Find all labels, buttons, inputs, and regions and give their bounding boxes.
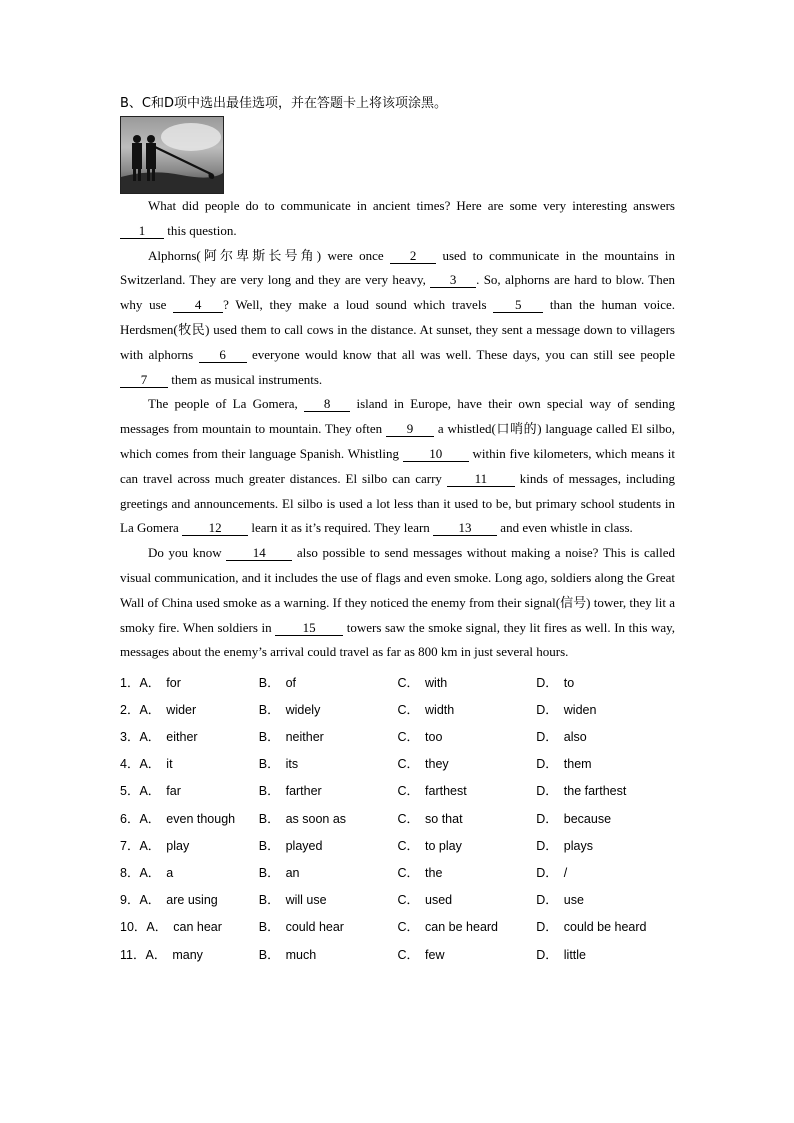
option-text: because (563, 811, 612, 826)
option-text: so that (425, 811, 463, 826)
option-letter: D． (536, 920, 558, 935)
option-letter: D． (536, 811, 558, 826)
option-text: play (166, 838, 190, 853)
option-b[interactable] (259, 809, 398, 827)
passage-text: ? Well, they make a loud sound which travels (223, 297, 487, 313)
option-a[interactable] (120, 863, 259, 881)
option-letter: A． (139, 893, 161, 908)
option-text: with (425, 675, 448, 690)
passage-text: within five kilometers, which means it can travel across much greater distances. El silbo can carry (120, 445, 676, 486)
blank-10: 10 (403, 447, 469, 462)
alphorn-photo (120, 116, 224, 194)
option-text: many (172, 947, 203, 962)
option-row-1 (120, 668, 675, 695)
option-letter: D． (536, 730, 558, 745)
option-letter: D． (536, 838, 558, 853)
option-text: plays (563, 838, 593, 853)
option-letter: A． (146, 920, 168, 935)
option-row-3 (120, 723, 675, 750)
question-number: 3． (120, 730, 140, 745)
option-c[interactable] (398, 727, 537, 745)
passage-paragraph-4 (120, 541, 675, 665)
option-c[interactable] (398, 809, 537, 827)
option-letter: D． (536, 784, 558, 799)
option-b[interactable] (259, 700, 398, 718)
option-a[interactable] (120, 673, 259, 691)
option-letter: D． (536, 702, 558, 717)
option-a[interactable] (120, 781, 259, 799)
option-a[interactable] (120, 727, 259, 745)
options-list (120, 668, 675, 967)
option-text: far (166, 784, 181, 799)
passage-text: this question. (167, 222, 237, 238)
option-text: will use (285, 893, 327, 908)
option-text: farthest (425, 784, 467, 799)
option-letter: B． (258, 730, 280, 745)
option-letter: A． (139, 838, 161, 853)
option-text: use (563, 893, 584, 908)
passage-text: What did people do to communicate in ancient times? Here are some very interesting answers (148, 198, 675, 213)
passage-text: kinds of messages, including greetings and announcements. El silbo is used a lot less than it used to be, but primary school students in La Gomera (120, 470, 676, 536)
worksheet-page (120, 94, 675, 967)
blank-12: 12 (182, 521, 248, 536)
blank-11: 11 (447, 472, 515, 487)
option-letter: D． (536, 893, 558, 908)
question-number: 4． (120, 757, 140, 772)
option-a[interactable] (120, 890, 259, 908)
option-text: are using (166, 893, 218, 908)
option-c[interactable] (398, 836, 537, 854)
option-letter: B． (258, 866, 280, 881)
option-letter: A． (139, 730, 161, 745)
question-number: 9． (120, 893, 140, 908)
option-letter: C． (397, 784, 420, 799)
option-a[interactable] (120, 700, 259, 718)
option-text: used (425, 893, 453, 908)
option-letter: C． (397, 811, 420, 826)
option-text: wider (166, 702, 197, 717)
passage-text: everyone would know that all was well. These days, you can still see people (251, 346, 676, 362)
option-letter: A． (139, 784, 161, 799)
passage-text: towers saw the smoke signal, they lit fires as well. In this way, messages about the enemy’s arrival could travel as far as 800 km in just several hours. (120, 619, 676, 660)
option-text: an (285, 866, 300, 881)
option-b[interactable] (259, 917, 398, 935)
option-c[interactable] (398, 917, 537, 935)
option-letter: A． (139, 811, 161, 826)
option-a[interactable] (120, 836, 259, 854)
question-number: 7． (120, 838, 140, 853)
option-d[interactable] (536, 673, 675, 691)
option-text: the farthest (563, 784, 627, 799)
option-d[interactable] (536, 781, 675, 799)
option-row-5 (120, 777, 675, 804)
instruction-line: B、C和D项中选出最佳选项，并在答题卡上将该项涂黑。 (120, 96, 448, 111)
option-d[interactable] (536, 863, 675, 881)
question-number: 6． (120, 811, 140, 826)
option-text: they (425, 757, 449, 772)
passage-text: a whistled(口哨的) language called El silbo, which comes from their language Spanish. Whistling (120, 421, 675, 461)
option-text: either (166, 730, 198, 745)
blank-1: 1 (120, 224, 164, 239)
passage-text: and even whistle in class. (500, 520, 633, 536)
option-letter: C． (397, 893, 420, 908)
passage-text: learn it as it’s required. They learn (251, 520, 430, 536)
option-letter: A． (145, 947, 167, 962)
option-text: widely (285, 702, 321, 717)
option-b[interactable] (259, 673, 398, 691)
option-letter: B． (258, 920, 280, 935)
option-letter: B． (258, 702, 280, 717)
option-d[interactable] (536, 890, 675, 908)
option-row-9 (120, 886, 675, 913)
option-text: little (563, 947, 587, 962)
passage-text: Alphorns(阿尔卑斯长号角) were once (148, 247, 384, 263)
passage-text: . So, alphorns are hard to blow. Then why use (120, 272, 676, 313)
option-text: to play (425, 838, 462, 853)
blank-6: 6 (199, 348, 247, 363)
blank-13: 13 (433, 521, 497, 536)
option-b[interactable] (259, 727, 398, 745)
option-d[interactable] (536, 917, 675, 935)
option-text: them (563, 757, 592, 772)
option-letter: C． (397, 838, 420, 853)
option-d[interactable] (536, 727, 675, 745)
option-text: neither (285, 730, 324, 745)
option-text: width (425, 702, 455, 717)
option-letter: A． (139, 675, 161, 690)
option-letter: D． (536, 947, 558, 962)
option-c[interactable] (398, 890, 537, 908)
option-text: widen (563, 702, 597, 717)
option-d[interactable] (536, 836, 675, 854)
blank-4: 4 (173, 298, 223, 313)
blank-9: 9 (386, 422, 434, 437)
option-d[interactable] (536, 945, 675, 963)
question-number: 11． (120, 947, 146, 962)
blank-8: 8 (304, 397, 350, 412)
option-letter: C． (397, 947, 420, 962)
option-text: to (563, 675, 575, 690)
passage-text: also possible to send messages without making a noise? This is called visual communication, and it includes the use of flags and even smoke. Long ago, soldiers along the Great Wall of China used smoke as a warning. If they noticed the enemy from their signal(信号) tower, they lit a smoky fire. When soldiers in (120, 545, 675, 635)
option-d[interactable] (536, 809, 675, 827)
option-d[interactable] (536, 700, 675, 718)
blank-3: 3 (430, 273, 476, 288)
option-b[interactable] (259, 890, 398, 908)
option-letter: C． (397, 675, 420, 690)
option-text: the (425, 866, 443, 881)
option-b[interactable] (259, 781, 398, 799)
option-letter: C． (397, 702, 420, 717)
passage-paragraph-1 (120, 194, 675, 244)
option-c[interactable] (398, 673, 537, 691)
option-row-6 (120, 804, 675, 831)
option-text: too (425, 730, 443, 745)
option-row-7 (120, 831, 675, 858)
passage-text: them as musical instruments. (171, 371, 323, 387)
passage-text: island in Europe, have their own special way of sending messages from mountain to mountain. They often (120, 396, 676, 437)
option-a[interactable] (120, 809, 259, 827)
blank-5: 5 (493, 298, 543, 313)
option-letter: B． (258, 947, 280, 962)
option-c[interactable] (398, 945, 537, 963)
option-b[interactable] (259, 863, 398, 881)
option-c[interactable] (398, 863, 537, 881)
option-text: played (285, 838, 323, 853)
option-text: it (166, 757, 173, 772)
question-number: 1． (120, 675, 140, 690)
question-number: 10． (120, 920, 147, 935)
option-letter: C． (397, 730, 420, 745)
passage-text: The people of La Gomera, (148, 396, 298, 412)
option-a[interactable] (120, 917, 259, 935)
question-number: 8． (120, 866, 140, 881)
option-text: few (425, 947, 445, 962)
passage-paragraph-2 (120, 244, 675, 393)
blank-15: 15 (275, 621, 343, 636)
option-row-4 (120, 750, 675, 777)
option-c[interactable] (398, 754, 537, 772)
option-letter: D． (536, 675, 558, 690)
option-text: can be heard (425, 920, 499, 935)
option-text: farther (285, 784, 322, 799)
blank-2: 2 (390, 249, 436, 264)
option-c[interactable] (398, 781, 537, 799)
passage-paragraph-3 (120, 392, 675, 541)
option-text: can hear (173, 920, 222, 935)
option-d[interactable] (536, 754, 675, 772)
alphorn-silhouette (121, 117, 223, 193)
option-row-11 (120, 940, 675, 967)
option-letter: C． (397, 866, 420, 881)
option-letter: B． (258, 675, 280, 690)
option-text: also (563, 730, 587, 745)
option-text: even though (166, 811, 236, 826)
option-letter: B． (258, 838, 280, 853)
option-text: as soon as (285, 811, 347, 826)
option-letter: C． (397, 757, 420, 772)
option-b[interactable] (259, 754, 398, 772)
option-b[interactable] (259, 945, 398, 963)
option-letter: A． (139, 757, 161, 772)
option-text: much (285, 947, 317, 962)
option-letter: B． (258, 757, 280, 772)
passage-text: than the human voice. Herdsmen(牧民) used them to call cows in the distance. At sunset, they sent a message down to villagers with alphorns (120, 297, 675, 362)
option-text: a (166, 866, 174, 881)
blank-14: 14 (226, 546, 292, 561)
option-letter: A． (139, 702, 161, 717)
option-row-10 (120, 913, 675, 940)
question-number: 2． (120, 702, 140, 717)
option-a[interactable] (120, 945, 259, 963)
option-letter: D． (536, 866, 558, 881)
option-text: its (285, 757, 299, 772)
option-letter: B． (258, 893, 280, 908)
option-letter: B． (258, 784, 280, 799)
option-b[interactable] (259, 836, 398, 854)
option-text: could hear (285, 920, 344, 935)
option-a[interactable] (120, 754, 259, 772)
option-row-8 (120, 858, 675, 885)
option-letter: A． (139, 866, 161, 881)
question-number: 5． (120, 784, 140, 799)
passage-text: Do you know (148, 545, 222, 561)
option-row-2 (120, 695, 675, 722)
option-text: / (563, 866, 568, 881)
option-text: for (166, 675, 181, 690)
option-letter: D． (536, 757, 558, 772)
blank-7: 7 (120, 373, 168, 388)
option-text: could be heard (563, 920, 647, 935)
option-c[interactable] (398, 700, 537, 718)
option-letter: B． (258, 811, 280, 826)
option-text: of (285, 675, 297, 690)
passage-text: used to communicate in the mountains in Switzerland. They are very long and they are very heavy, (120, 247, 676, 288)
option-letter: C． (397, 920, 420, 935)
